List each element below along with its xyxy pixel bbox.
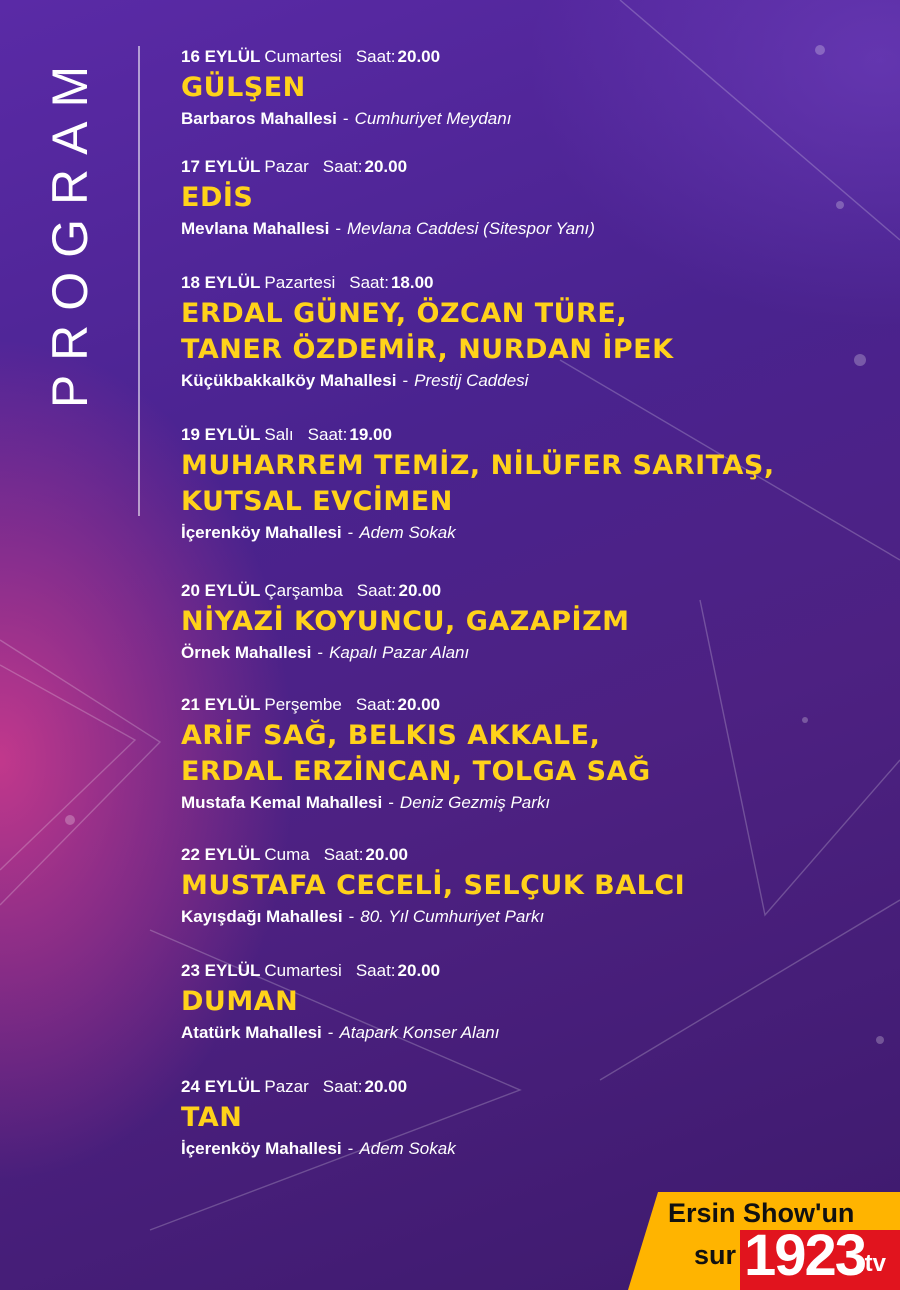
event-day: Pazartesi [264, 273, 336, 292]
event-item [181, 44, 881, 132]
event-saat-label: Saat: [355, 961, 396, 980]
event-saat-label: Saat: [355, 695, 396, 714]
event-saat-label: Saat: [307, 425, 348, 444]
event-location-line [181, 520, 881, 546]
event-artist: ERDAL GÜNEY, ÖZCAN TÜRE, [181, 298, 628, 329]
event-time: 19.00 [349, 425, 392, 444]
event-saat-label: Saat: [356, 581, 397, 600]
event-day: Cuma [264, 845, 310, 864]
ersin-show-badge [628, 1192, 900, 1290]
event-location-line [181, 1136, 881, 1162]
event-date-line [181, 958, 881, 984]
event-date-line [181, 270, 881, 296]
event-saat-label: Saat: [322, 157, 363, 176]
event-location-line [181, 216, 881, 242]
event-saat-label: Saat: [355, 47, 396, 66]
program-title: PROGRAM [42, 51, 99, 409]
event-artist: TANER ÖZDEMİR, NURDAN İPEK [181, 334, 674, 365]
event-mahalle: Küçükbakkalköy Mahallesi [181, 371, 397, 390]
event-mahalle: Atatürk Mahallesi [181, 1023, 322, 1042]
event-artist: MUSTAFA CECELİ, SELÇUK BALCI [181, 870, 686, 901]
event-saat-label: Saat: [322, 1077, 363, 1096]
event-day: Cumartesi [264, 961, 342, 980]
event-date: 20 EYLÜL [181, 581, 261, 600]
event-location-line [181, 368, 881, 394]
event-separator: - [347, 523, 354, 542]
event-date-line [181, 692, 881, 718]
event-item [181, 842, 881, 930]
event-date-line [181, 842, 881, 868]
event-date: 22 EYLÜL [181, 845, 261, 864]
event-place: Kapalı Pazar Alanı [329, 643, 470, 662]
event-day: Çarşamba [264, 581, 343, 600]
event-date: 19 EYLÜL [181, 425, 261, 444]
event-artist: EDİS [181, 182, 254, 213]
deco-chevron-left-outer [0, 640, 160, 905]
deco-chevron-left [0, 665, 135, 870]
event-date: 23 EYLÜL [181, 961, 261, 980]
event-mahalle: Mustafa Kemal Mahallesi [181, 793, 383, 812]
badge-line2-prefix: sur [694, 1240, 737, 1270]
event-artist: ERDAL ERZİNCAN, TOLGA SAĞ [181, 756, 651, 787]
event-place: Prestij Caddesi [414, 371, 529, 390]
event-time: 20.00 [364, 157, 408, 176]
event-day: Pazar [264, 157, 309, 176]
event-item [181, 270, 881, 394]
event-date-line [181, 578, 881, 604]
event-separator: - [317, 643, 324, 662]
logo-suffix: .tv [858, 1250, 887, 1277]
event-location-line [181, 1020, 881, 1046]
event-time: 20.00 [397, 961, 441, 980]
event-place: Adem Sokak [359, 1139, 456, 1158]
event-separator: - [327, 1023, 334, 1042]
event-item [181, 958, 881, 1046]
event-day: Perşembe [264, 695, 342, 714]
event-day: Pazar [264, 1077, 309, 1096]
event-artist: KUTSAL EVCİMEN [181, 486, 453, 517]
event-place: Cumhuriyet Meydanı [354, 109, 512, 128]
event-place: Mevlana Caddesi (Sitespor Yanı) [347, 219, 595, 238]
event-mahalle: Örnek Mahallesi [181, 643, 312, 662]
event-separator: - [348, 907, 355, 926]
event-artist: MUHARREM TEMİZ, NİLÜFER SARITAŞ, [181, 450, 775, 481]
event-item [181, 578, 881, 666]
event-artist: ARİF SAĞ, BELKIS AKKALE, [181, 720, 601, 751]
event-mahalle: Kayışdağı Mahallesi [181, 907, 343, 926]
event-time: 20.00 [397, 47, 441, 66]
event-time: 18.00 [390, 273, 434, 292]
event-time: 20.00 [398, 581, 442, 600]
badge-line1: Ersin Show'un [668, 1198, 855, 1228]
event-saat-label: Saat: [323, 845, 364, 864]
event-day: Salı [264, 425, 294, 444]
event-location-line [181, 790, 881, 816]
event-date: 21 EYLÜL [181, 695, 261, 714]
event-separator: - [347, 1139, 354, 1158]
event-date: 24 EYLÜL [181, 1077, 261, 1096]
event-mahalle: İçerenköy Mahallesi [181, 523, 342, 542]
event-separator: - [342, 109, 349, 128]
event-date-line [181, 422, 881, 448]
title-divider [138, 46, 140, 516]
event-item [181, 692, 881, 816]
event-list [181, 44, 881, 1162]
event-location-line [181, 640, 881, 666]
event-saat-label: Saat: [349, 273, 389, 292]
event-date-line [181, 44, 881, 70]
event-time: 20.00 [364, 1077, 408, 1096]
event-date-line [181, 1074, 881, 1100]
event-date: 18 EYLÜL [181, 273, 261, 292]
event-mahalle: Mevlana Mahallesi [181, 219, 330, 238]
event-artist: GÜLŞEN [181, 72, 306, 103]
event-artist: NİYAZİ KOYUNCU, GAZAPİZM [181, 606, 630, 637]
event-item [181, 1074, 881, 1162]
event-time: 20.00 [365, 845, 408, 864]
event-item [181, 422, 881, 546]
event-location-line [181, 106, 881, 132]
event-separator: - [335, 219, 342, 238]
logo-number: 1923 [744, 1223, 866, 1288]
event-date: 16 EYLÜL [181, 47, 261, 66]
event-artist: DUMAN [181, 986, 299, 1017]
program-title-wrapper [30, 40, 110, 420]
event-mahalle: İçerenköy Mahallesi [181, 1139, 342, 1158]
event-place: Deniz Gezmiş Parkı [399, 793, 551, 812]
event-date-line [181, 154, 881, 180]
event-date: 17 EYLÜL [181, 157, 261, 176]
event-place: Adem Sokak [359, 523, 456, 542]
event-separator: - [388, 793, 394, 812]
event-item [181, 154, 881, 242]
event-place: 80. Yıl Cumhuriyet Parkı [360, 907, 545, 926]
event-place: Atapark Konser Alanı [339, 1023, 500, 1042]
event-day: Cumartesi [264, 47, 342, 66]
event-artist: TAN [181, 1102, 243, 1133]
event-separator: - [402, 371, 409, 390]
event-location-line [181, 904, 881, 930]
event-mahalle: Barbaros Mahallesi [181, 109, 337, 128]
event-time: 20.00 [397, 695, 441, 714]
